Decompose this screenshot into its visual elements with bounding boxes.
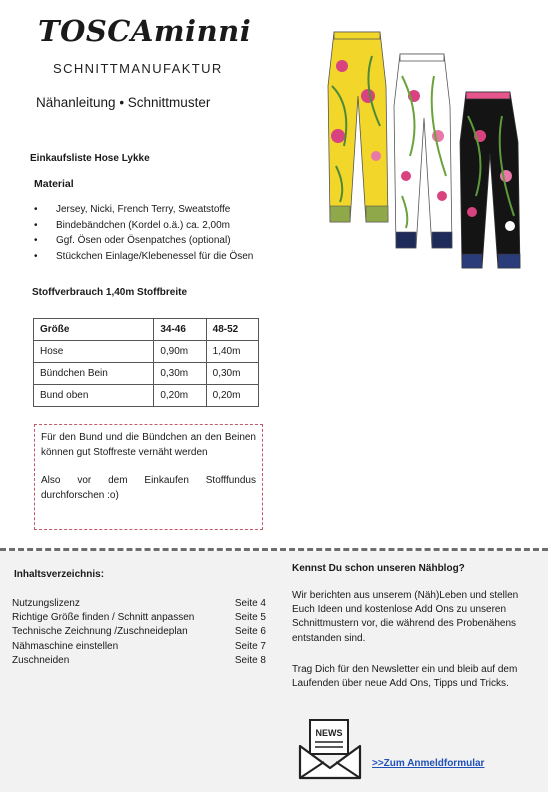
blog-paragraph: Trag Dich für den Newsletter ein und bleib auf dem Laufenden über neue Add Ons, Tipps und Tricks. — [292, 664, 518, 690]
toc-heading: Inhaltsverzeichnis: — [14, 569, 105, 580]
toc-entry-page: Seite 8 — [234, 654, 266, 666]
toc-entry-label: Zuschneiden — [12, 654, 70, 666]
toc-entry[interactable] — [12, 597, 266, 611]
fabric-tip-box — [34, 424, 263, 530]
table-row — [34, 363, 259, 385]
toc-entry-page: Seite 6 — [234, 626, 266, 638]
table-header: 48-52 — [206, 319, 258, 341]
table-cell: 0,20m — [154, 385, 206, 407]
toc-entry[interactable] — [12, 640, 266, 654]
table-header: 34-46 — [154, 319, 206, 341]
envelope-news-label: NEWS — [315, 728, 343, 738]
table-header-row — [34, 319, 259, 341]
fabric-usage-table — [33, 318, 259, 407]
table-row — [34, 385, 259, 407]
table-cell: 0,30m — [154, 363, 206, 385]
list-item: • Bindebändchen (Kordel o.ä.) ca. 2,00m — [30, 218, 253, 234]
list-item: • Stückchen Einlage/Klebenessel für die Ösen — [30, 249, 253, 265]
material-heading: Material — [34, 178, 74, 190]
logo-wordmark: TOSCAminni — [38, 14, 252, 48]
toc-entry[interactable] — [12, 611, 266, 625]
table-cell: 0,30m — [206, 363, 258, 385]
fabric-usage-heading: Stoffverbrauch 1,40m Stoffbreite — [32, 287, 188, 298]
newsletter-envelope-icon — [296, 716, 364, 780]
toc-entry-label: Nähmaschine einstellen — [12, 640, 119, 652]
table-cell: 0,20m — [206, 385, 258, 407]
materials-list — [30, 202, 253, 264]
table-cell: 1,40m — [206, 341, 258, 363]
toc-entry-label: Nutzungslizenz — [12, 598, 80, 609]
toc-entry-page: Seite 7 — [234, 640, 266, 652]
pants-illustration — [322, 26, 530, 276]
newsletter-signup-link[interactable]: >>Zum Anmeldformular — [372, 758, 485, 769]
table-cell: Bündchen Bein — [34, 363, 154, 385]
logo-tagline: SCHNITTMANUFAKTUR — [53, 61, 223, 76]
brand-logo — [38, 14, 252, 80]
toc-entry-page: Seite 5 — [234, 612, 266, 624]
table-cell: Bund oben — [34, 385, 154, 407]
document-subtitle: Nähanleitung • Schnittmuster — [36, 95, 211, 110]
toc-entry-label: Technische Zeichnung /Zuschneideplan — [12, 626, 188, 638]
toc-entry-page: Seite 4 — [234, 598, 266, 609]
toc-entry[interactable] — [12, 625, 266, 639]
table-cell: 0,90m — [154, 341, 206, 363]
table-of-contents — [12, 597, 266, 668]
blog-paragraph: Wir berichten aus unserem (Näh)Leben und stellen Euch Ideen und kostenlose Add Ons zu unseren Schnittmustern vor, die während des Probenähens entstanden sind. — [292, 590, 519, 644]
black-pants-drawing — [460, 92, 520, 268]
table-header: Größe — [34, 319, 154, 341]
tip-text: Also vor dem Einkaufen Stofffundus durchforschen :o) — [41, 475, 256, 501]
toc-entry[interactable] — [12, 654, 266, 668]
table-row — [34, 341, 259, 363]
shopping-list-title: Einkaufsliste Hose Lykke — [30, 153, 150, 164]
tip-text: Für den Bund und die Bündchen an den Beinen können gut Stoffreste vernäht werden — [41, 432, 256, 458]
blog-heading: Kennst Du schon unseren Nähblog? — [292, 563, 465, 574]
yellow-pants-drawing — [328, 32, 388, 222]
white-pants-drawing — [394, 54, 452, 248]
table-cell: Hose — [34, 341, 154, 363]
toc-entry-label: Richtige Größe finden / Schnitt anpassen — [12, 612, 195, 624]
dashed-divider — [0, 548, 548, 551]
list-item: • Ggf. Ösen oder Ösenpatches (optional) — [30, 233, 253, 249]
list-item: • Jersey, Nicki, French Terry, Sweatstoffe — [30, 202, 253, 218]
